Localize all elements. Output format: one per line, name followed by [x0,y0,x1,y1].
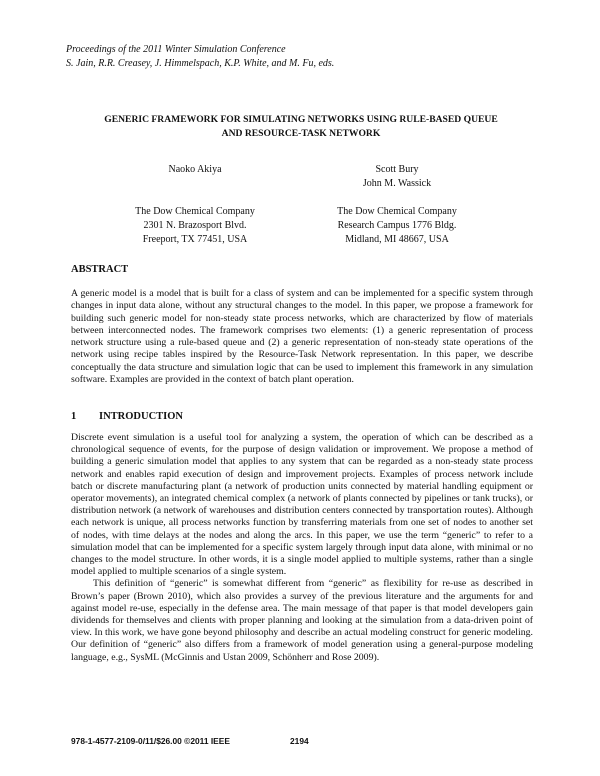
paper-title-line-1: GENERIC FRAMEWORK FOR SIMULATING NETWORKS USING RULE-BASED QUEUE [104,114,498,125]
abstract-heading: ABSTRACT [71,264,129,275]
introduction-body [71,432,533,664]
author-city: Freeport, TX 77451, USA [142,234,248,245]
paper-title-line-2: AND RESOURCE-TASK NETWORK [221,128,381,139]
isbn-copyright: 978-1-4577-2109-0/11/$26.00 ©2011 IEEE [71,736,230,746]
paragraph: Discrete event simulation is a useful tool for analyzing a system, the operation of which can be described as a chronological sequence of events, for the purpose of design validation or improvement. We propose a method of building a generic simulation model that applies to any system that can be regarded as a non-steady state process network and enables rapid execution of design and improvement projects. Examples of process network include batch or discrete manufacturing plant (a network of production units connected by material handling equipment or operator movements), an integrated chemical complex (a network of plants connected by pipelines or tank trucks), or distribution network (a network of warehouses and distribution centers connected by transportation routes). Although each network is unique, all process networks function by transferring materials from one set of nodes to another set of nodes, with time delays at the nodes and along the arcs. In this paper, we use the term “generic” to refer to a simulation model that can be implemented for a specific system largely through input data alone, with minimal or no changes to the model structure. In other words, it is a single model applied to multiple systems, rather than a single model applied to multiple scenarios of a single system. [71,432,533,578]
author-city: Midland, MI 48667, USA [345,234,449,245]
section-title: INTRODUCTION [99,411,184,422]
page-number: 2194 [290,736,309,746]
author-address: Research Campus 1776 Bldg. [337,220,457,231]
author-organization: The Dow Chemical Company [337,206,457,217]
proceedings-title: Proceedings of the 2011 Winter Simulation Conference [66,44,286,55]
author-name: John M. Wassick [362,178,432,189]
proceedings-header [66,43,536,71]
abstract-text: A generic model is a model that is built for a class of system and can be implemented for a specific system through changes in input data alone, without any structural changes to the model. In this paper, we propose a framework for building such generic model for non-steady state process networks, which are characterized by flow of materials between interconnected nodes. The framework comprises two elements: (1) a generic representation of process network structure using a rule-based queue and (2) a generic representation of non-steady state operations of the network using recipe tables inspired by the Resource-Task Network representation. In this paper, we describe conceptually the data structure and simulation logic that can be used to implement this framework in any simulation software. Examples are provided in the context of batch plant operation. [71,288,533,386]
author-name: Scott Bury [375,164,419,175]
author-block-left [85,163,305,247]
author-organization: The Dow Chemical Company [135,206,255,217]
author-name: Naoko Akiya [168,164,222,175]
paragraph: This definition of “generic” is somewhat different from “generic” as flexibility for re-use as described in Brown’s paper (Brown 2010), which also provides a survey of the previous literature and the arguments for and against model re-use, especially in the defense area. The main message of that paper is that model developers gain dividends for themselves and clients with proper planning and looking at the simulation from a data-driven point of view. In this work, we have gone beyond philosophy and describe an actual modeling construct for generic modeling. Our definition of “generic” also differs from a framework of model generation using a general-purpose modeling language, e.g., SysML (McGinnis and Ustan 2009, Schönherr and Rose 2009). [71,578,533,663]
page-footer [71,735,541,747]
author-address: 2301 N. Brazosport Blvd. [143,220,247,231]
author-block-right [287,163,507,247]
paper-title [66,113,536,141]
proceedings-editors: S. Jain, R.R. Creasey, J. Himmelspach, K.P. White, and M. Fu, eds. [66,58,335,69]
section-heading [71,410,183,424]
section-number: 1 [71,411,77,422]
